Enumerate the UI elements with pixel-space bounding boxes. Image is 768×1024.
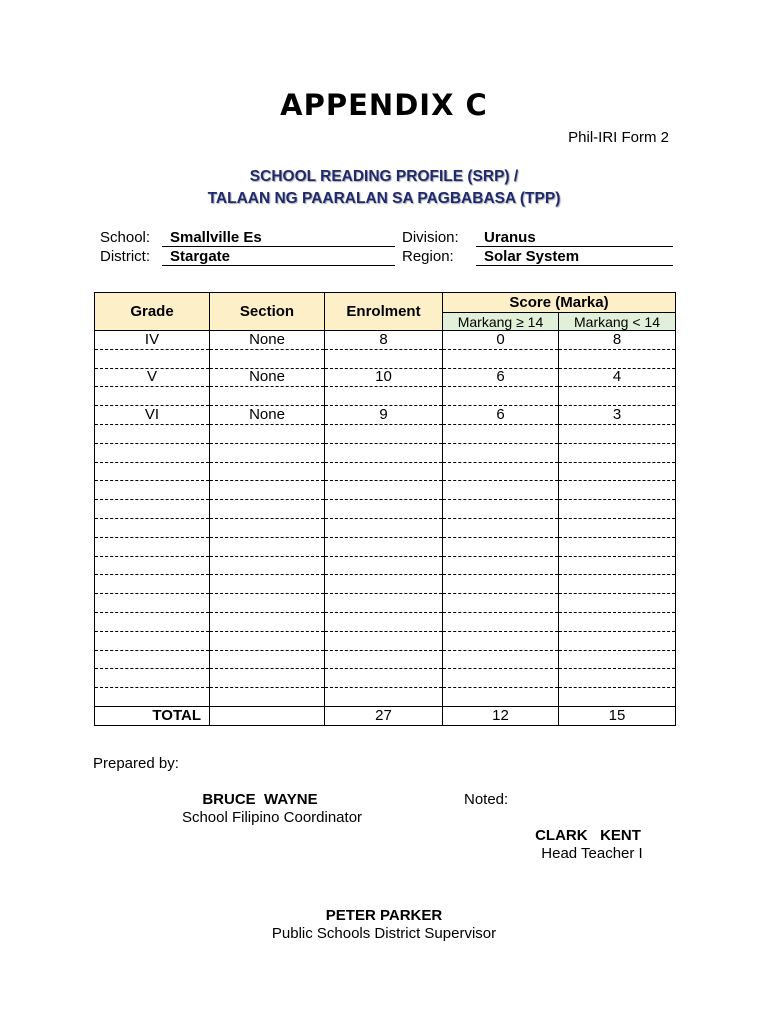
section-cell [210, 537, 325, 556]
score-ge-cell: 6 [443, 406, 559, 425]
section-cell [210, 349, 325, 368]
score-ge-cell [443, 462, 559, 481]
score-lt-cell [559, 688, 676, 707]
table-row [95, 424, 676, 443]
section-cell [210, 387, 325, 406]
table-row [95, 650, 676, 669]
enrolment-cell: 8 [325, 331, 443, 350]
grade-cell [95, 462, 210, 481]
section-cell: None [210, 406, 325, 425]
enrolment-cell [325, 349, 443, 368]
school-value: Smallville Es [162, 228, 395, 247]
score-lt-cell: 8 [559, 331, 676, 350]
enrolment-cell [325, 575, 443, 594]
table-row [95, 443, 676, 462]
score-lt-cell [559, 575, 676, 594]
enrolment-cell [325, 443, 443, 462]
division-label: Division: [402, 229, 459, 246]
enrolment-cell [325, 387, 443, 406]
score-ge-cell [443, 669, 559, 688]
grade-cell [95, 387, 210, 406]
table-row [95, 594, 676, 613]
enrolment-cell: 9 [325, 406, 443, 425]
score-ge-cell [443, 387, 559, 406]
score-lt-cell [559, 650, 676, 669]
table-row [95, 537, 676, 556]
table-row [95, 349, 676, 368]
score-ge-cell [443, 518, 559, 537]
score-lt-cell [559, 481, 676, 500]
table-row [95, 462, 676, 481]
table-row [95, 368, 676, 387]
enrolment-cell [325, 462, 443, 481]
noter-title: Head Teacher I [541, 845, 643, 862]
division-value: Uranus [476, 228, 673, 247]
enrolment-cell [325, 688, 443, 707]
enrolment-cell [325, 424, 443, 443]
enrolment-header: Enrolment [325, 293, 443, 331]
heading-line-2: TALAAN NG PAARALAN SA PAGBABASA (TPP) [207, 190, 561, 207]
table-row [95, 500, 676, 519]
score-ge-cell: 6 [443, 368, 559, 387]
enrolment-cell: 10 [325, 368, 443, 387]
section-cell [210, 594, 325, 613]
supervisor-title: Public Schools District Supervisor [271, 925, 497, 942]
form-number: Phil-IRI Form 2 [568, 129, 669, 146]
score-ge-cell [443, 594, 559, 613]
section-cell [210, 481, 325, 500]
grade-header: Grade [95, 293, 210, 331]
score-lt-cell [559, 500, 676, 519]
enrolment-cell [325, 650, 443, 669]
table-row [95, 406, 676, 425]
total-row [95, 706, 676, 725]
grade-cell: V [95, 368, 210, 387]
total-score-ge: 12 [443, 706, 559, 725]
noted-label: Noted: [464, 791, 509, 808]
table-row [95, 481, 676, 500]
score-lt-cell [559, 556, 676, 575]
enrolment-cell [325, 481, 443, 500]
table-row [95, 387, 676, 406]
table-row [95, 688, 676, 707]
score-ge-cell: 0 [443, 331, 559, 350]
enrolment-cell [325, 518, 443, 537]
score-ge-cell [443, 631, 559, 650]
score-ge-cell [443, 650, 559, 669]
document-title: APPENDIX C [280, 88, 488, 122]
total-score-lt: 15 [559, 706, 676, 725]
score-lt-cell [559, 462, 676, 481]
score-ge-cell [443, 349, 559, 368]
region-value: Solar System [476, 247, 673, 266]
grade-cell [95, 612, 210, 631]
score-lt-cell [559, 631, 676, 650]
section-cell [210, 669, 325, 688]
district-value: Stargate [162, 247, 395, 266]
score-lt-cell [559, 612, 676, 631]
score-lt-cell [559, 518, 676, 537]
grade-cell [95, 688, 210, 707]
preparer-title: School Filipino Coordinator [181, 809, 363, 826]
section-cell [210, 518, 325, 537]
district-label: District: [100, 248, 150, 265]
grade-cell [95, 650, 210, 669]
section-cell [210, 424, 325, 443]
section-cell: None [210, 368, 325, 387]
section-cell [210, 688, 325, 707]
reading-profile-table [94, 292, 676, 726]
noter-name: CLARK KENT [535, 827, 641, 844]
preparer-name: BRUCE WAYNE [202, 791, 318, 808]
score-lt-cell [559, 443, 676, 462]
table-body [95, 331, 676, 726]
score-ge-cell [443, 575, 559, 594]
score-lt-cell [559, 669, 676, 688]
section-cell [210, 556, 325, 575]
enrolment-cell [325, 612, 443, 631]
grade-cell [95, 631, 210, 650]
table-row [95, 669, 676, 688]
grade-cell [95, 518, 210, 537]
score-ge-cell [443, 500, 559, 519]
section-cell: None [210, 331, 325, 350]
score-lt-cell: 4 [559, 368, 676, 387]
score-ge-cell [443, 612, 559, 631]
total-section [210, 706, 325, 725]
region-label: Region: [402, 248, 454, 265]
section-cell [210, 612, 325, 631]
grade-cell [95, 669, 210, 688]
grade-cell: VI [95, 406, 210, 425]
grade-cell: IV [95, 331, 210, 350]
score-ge-cell [443, 424, 559, 443]
enrolment-cell [325, 594, 443, 613]
score-lt-cell [559, 349, 676, 368]
grade-cell [95, 443, 210, 462]
enrolment-cell [325, 669, 443, 688]
score-ge-header: Markang ≥ 14 [443, 313, 559, 331]
grade-cell [95, 481, 210, 500]
grade-cell [95, 594, 210, 613]
grade-cell [95, 349, 210, 368]
score-header: Score (Marka) [443, 293, 676, 313]
heading-line-1: SCHOOL READING PROFILE (SRP) / [249, 168, 519, 185]
grade-cell [95, 537, 210, 556]
score-lt-cell: 3 [559, 406, 676, 425]
score-ge-cell [443, 537, 559, 556]
table-row [95, 331, 676, 350]
score-lt-cell [559, 424, 676, 443]
grade-cell [95, 556, 210, 575]
score-ge-cell [443, 443, 559, 462]
grade-cell [95, 424, 210, 443]
score-ge-cell [443, 481, 559, 500]
section-cell [210, 650, 325, 669]
section-cell [210, 500, 325, 519]
score-lt-header: Markang < 14 [559, 313, 676, 331]
section-cell [210, 575, 325, 594]
score-lt-cell [559, 594, 676, 613]
table-row [95, 518, 676, 537]
enrolment-cell [325, 500, 443, 519]
total-label: TOTAL [95, 706, 210, 725]
total-enrolment: 27 [325, 706, 443, 725]
supervisor-name: PETER PARKER [325, 907, 443, 924]
score-ge-cell [443, 556, 559, 575]
grade-cell [95, 575, 210, 594]
enrolment-cell [325, 631, 443, 650]
school-label: School: [100, 229, 151, 246]
score-lt-cell [559, 387, 676, 406]
table-row [95, 631, 676, 650]
grade-cell [95, 500, 210, 519]
score-lt-cell [559, 537, 676, 556]
table-row [95, 575, 676, 594]
enrolment-cell [325, 537, 443, 556]
section-cell [210, 443, 325, 462]
section-header: Section [210, 293, 325, 331]
table-row [95, 556, 676, 575]
score-ge-cell [443, 688, 559, 707]
table-row [95, 612, 676, 631]
enrolment-cell [325, 556, 443, 575]
prepared-by-label: Prepared by: [93, 755, 179, 772]
section-cell [210, 631, 325, 650]
section-cell [210, 462, 325, 481]
